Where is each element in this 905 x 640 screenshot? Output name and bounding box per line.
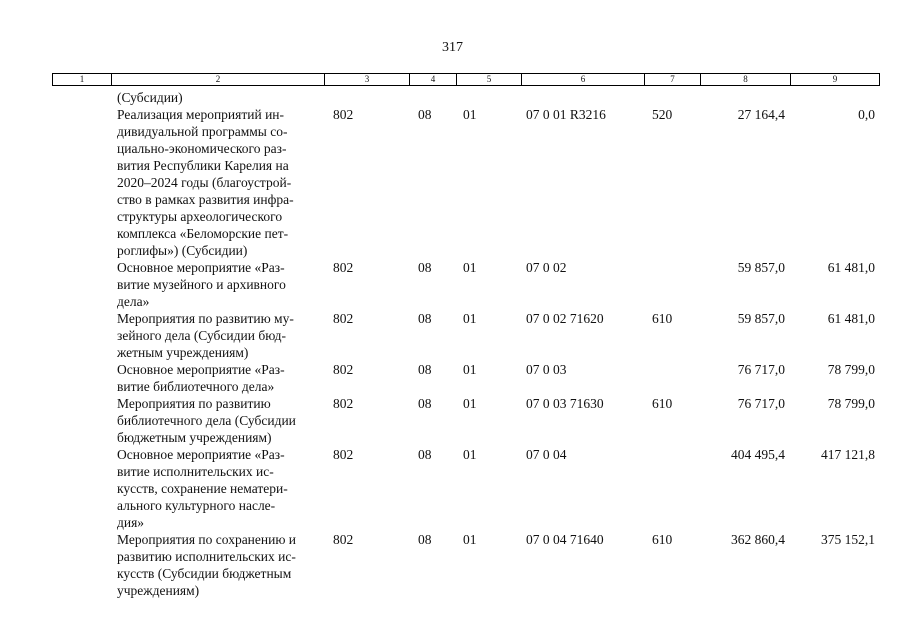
row-name-line: (Субсидии) [117,90,183,105]
cell-c5: 01 [463,311,477,326]
table-row [0,395,905,446]
header-col-2: 2 [112,74,325,85]
row-name-line: жетным учреждениям) [117,345,249,360]
table-row [0,531,905,599]
cell-c8: 76 717,0 [737,396,785,411]
table-row [0,446,905,531]
cell-c4: 08 [418,447,432,462]
cell-c7: 610 [652,396,673,411]
row-name-line: дивидуальной программы со- [117,124,288,139]
row-name-line: кусств (Субсидии бюджетным [117,566,292,581]
row-name-line: Основное мероприятие «Раз- [117,260,285,275]
cell-c5: 01 [463,447,477,462]
header-col-7: 7 [645,74,701,85]
row-name-line: 2020–2024 годы (благоустрой- [117,175,292,190]
row-name-line: кусств, сохранение нематери- [117,481,288,496]
row-name-line: структуры археологического [117,209,283,224]
row-name-line: витие библиотечного дела» [117,379,275,394]
cell-c4: 08 [418,260,432,275]
row-name [117,395,322,446]
cell-c3: 802 [333,311,354,326]
row-name-line: циально-экономического раз- [117,141,287,156]
row-name [117,310,322,361]
cell-c9: 78 799,0 [827,362,875,377]
cell-c3: 802 [333,396,354,411]
table-row [0,89,905,106]
row-name [117,361,322,395]
row-name-line: витие исполнительских ис- [117,464,274,479]
page-number: 317 [442,40,463,55]
header-col-6: 6 [522,74,645,85]
cell-c5: 01 [463,532,477,547]
header-col-4: 4 [410,74,457,85]
cell-c9: 375 152,1 [821,532,875,547]
cell-c6: 07 0 02 [526,260,567,275]
row-name-line: зейного дела (Субсидии бюд- [117,328,286,343]
cell-c7: 610 [652,532,673,547]
cell-c5: 01 [463,362,477,377]
table-header-row [52,73,880,86]
cell-c4: 08 [418,311,432,326]
cell-c3: 802 [333,532,354,547]
row-name-line: роглифы») (Субсидии) [117,243,248,258]
row-name-line: Основное мероприятие «Раз- [117,447,285,462]
row-name-line: Реализация мероприятий ин- [117,107,285,122]
table-row [0,259,905,310]
cell-c8: 362 860,4 [731,532,785,547]
cell-c7: 610 [652,311,673,326]
cell-c4: 08 [418,107,432,122]
row-name-line: развитию исполнительских ис- [117,549,296,564]
cell-c8: 59 857,0 [737,311,785,326]
cell-c6: 07 0 04 71640 [526,532,604,547]
cell-c7: 520 [652,107,673,122]
cell-c9: 78 799,0 [827,396,875,411]
header-col-9: 9 [832,74,838,84]
row-name-line: Мероприятия по сохранению и [117,532,297,547]
row-name-line: Мероприятия по развитию му- [117,311,294,326]
cell-c6: 07 0 04 [526,447,567,462]
row-name-line: ального культурного насле- [117,498,276,513]
row-name-line: вития Республики Карелия на [117,158,289,173]
cell-c4: 08 [418,532,432,547]
row-name [117,106,322,259]
row-name-line: Основное мероприятие «Раз- [117,362,285,377]
row-name [117,446,322,531]
cell-c9: 61 481,0 [827,311,875,326]
cell-c6: 07 0 03 [526,362,567,377]
table-body [0,89,905,599]
cell-c4: 08 [418,362,432,377]
cell-c3: 802 [333,107,354,122]
row-name [117,531,322,599]
table-row [0,106,905,259]
cell-c8: 59 857,0 [737,260,785,275]
row-name [117,89,322,106]
cell-c9: 417 121,8 [821,447,875,462]
cell-c8: 404 495,4 [731,447,785,462]
cell-c6: 07 0 03 71630 [526,396,604,411]
table-row [0,310,905,361]
cell-c9: 0,0 [858,107,875,122]
cell-c8: 76 717,0 [737,362,785,377]
row-name-line: ство в рамках развития инфра- [117,192,294,207]
cell-c3: 802 [333,362,354,377]
header-col-1: 1 [53,74,112,85]
cell-c3: 802 [333,260,354,275]
row-name-line: учреждениям) [117,583,200,598]
cell-c5: 01 [463,260,477,275]
cell-c5: 01 [463,396,477,411]
table-row [0,361,905,395]
row-name [117,259,322,310]
row-name-line: комплекса «Беломорские пет- [117,226,289,241]
cell-c6: 07 0 02 71620 [526,311,604,326]
row-name-line: Мероприятия по развитию [117,396,271,411]
cell-c4: 08 [418,396,432,411]
row-name-line: дия» [117,515,145,530]
row-name-line: дела» [117,294,150,309]
row-name-line: бюджетным учреждениям) [117,430,272,445]
header-col-3: 3 [325,74,410,85]
cell-c6: 07 0 01 R3216 [526,107,606,122]
row-name-line: библиотечного дела (Субсидии [117,413,296,428]
cell-c5: 01 [463,107,477,122]
header-col-8: 8 [701,74,791,85]
cell-c8: 27 164,4 [737,107,785,122]
cell-c3: 802 [333,447,354,462]
cell-c9: 61 481,0 [827,260,875,275]
row-name-line: витие музейного и архивного [117,277,286,292]
header-col-5: 5 [457,74,522,85]
